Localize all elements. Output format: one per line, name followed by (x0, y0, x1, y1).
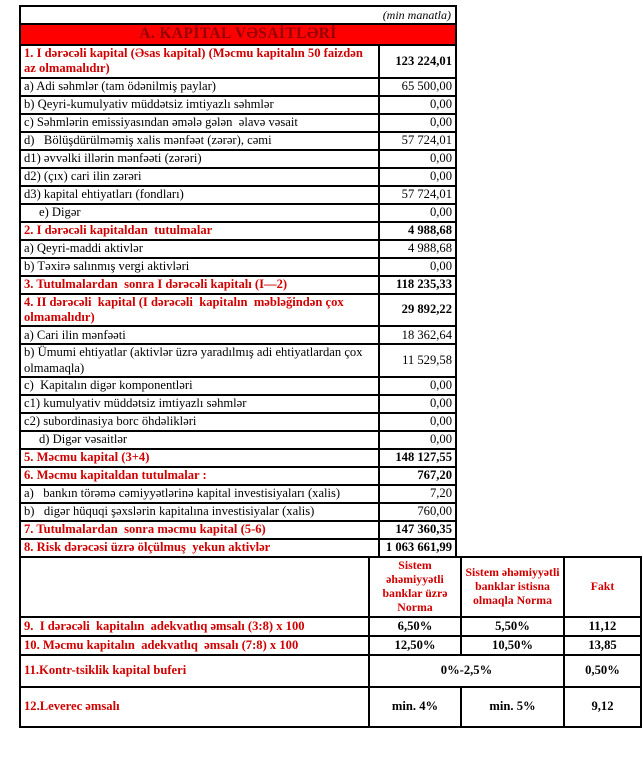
table-row (20, 449, 456, 467)
row-value: 123 224,01 (379, 45, 456, 78)
row-label: a) Cari ilin mənfəəti (20, 326, 379, 344)
row-value: 0,00 (379, 150, 456, 168)
table-row (20, 168, 456, 186)
row-label: b) Ümumi ehtiyatlar (aktivlər üzrə yaradılmış adi ehtiyatlardan çox olmamaqla) (20, 344, 379, 377)
table-row (20, 344, 456, 377)
ratio-table (19, 556, 642, 728)
row-value: 760,00 (379, 503, 456, 521)
row-label: 8. Risk dərəcəsi üzrə ölçülmuş yekun aktivlər (20, 539, 379, 557)
table-row (20, 204, 456, 222)
table-row (20, 413, 456, 431)
unit-note: (min manatla) (20, 6, 456, 24)
row-sys-norm: min. 4% (369, 687, 461, 727)
table-row (20, 150, 456, 168)
capital-table-head (20, 6, 456, 45)
row-label: b) Təxirə salınmış vergi aktivləri (20, 258, 379, 276)
row-value: 4 988,68 (379, 222, 456, 240)
row-label: 10. Məcmu kapitalın adekvatlıq əmsalı (7:8) x 100 (20, 636, 369, 655)
row-nonsys-norm: min. 5% (461, 687, 564, 727)
ratio-header-nonsys-norm: Sistem əhəmiyyətli banklar istisna olmaqla Norma (461, 557, 564, 617)
row-label: 4. II dərəcəli kapital (I dərəcəli kapitalın məbləğindən çox olmamalıdır) (20, 294, 379, 327)
table-row (20, 276, 456, 294)
ratio-header-row (20, 557, 641, 617)
row-value: 57 724,01 (379, 186, 456, 204)
row-norm-range: 0%-2,5% (369, 655, 564, 687)
row-value: 65 500,00 (379, 78, 456, 96)
table-row (20, 114, 456, 132)
table-row (20, 395, 456, 413)
section-banner-title: A. KAPİTAL VƏSAİTLƏRİ (20, 24, 456, 45)
table-row (20, 186, 456, 204)
row-label: 5. Məcmu kapital (3+4) (20, 449, 379, 467)
row-value: 1 063 661,99 (379, 539, 456, 557)
table-row (20, 539, 456, 557)
row-value: 29 892,22 (379, 294, 456, 327)
table-row (20, 377, 456, 395)
row-value: 7,20 (379, 485, 456, 503)
table-row (20, 45, 456, 78)
row-sys-norm: 12,50% (369, 636, 461, 655)
row-label: 9. I dərəcəli kapitalın adekvatlıq əmsalı (3:8) x 100 (20, 617, 369, 636)
row-value: 11 529,58 (379, 344, 456, 377)
row-label: c2) subordinasiya borc öhdəlikləri (20, 413, 379, 431)
row-value: 18 362,64 (379, 326, 456, 344)
row-fact: 13,85 (564, 636, 641, 655)
table-row (20, 240, 456, 258)
row-label: a) Adi səhmlər (tam ödənilmiş paylar) (20, 78, 379, 96)
row-label: a) bankın törəmə cəmiyyətlərinə kapital investisiyaları (xalis) (20, 485, 379, 503)
ratio-header-sys-norm: Sistem əhəmiyyətli banklar üzrə Norma (369, 557, 461, 617)
table-row (20, 636, 641, 655)
table-row (20, 485, 456, 503)
table-row (20, 431, 456, 449)
row-fact: 11,12 (564, 617, 641, 636)
row-nonsys-norm: 5,50% (461, 617, 564, 636)
row-value: 4 988,68 (379, 240, 456, 258)
ratio-header-empty-cell (20, 557, 369, 617)
row-label: b) digər hüquqi şəxslərin kapitalına investisiyalar (xalis) (20, 503, 379, 521)
row-label: 2. I dərəcəli kapitaldan tutulmalar (20, 222, 379, 240)
row-label: c1) kumulyativ müddətsiz imtiyazlı səhmlər (20, 395, 379, 413)
ratio-table-head (20, 557, 641, 617)
row-value: 147 360,35 (379, 521, 456, 539)
row-label: e) Digər (20, 204, 379, 222)
row-label: d) Bölüşdürülməmiş xalis mənfəət (zərər), cəmi (20, 132, 379, 150)
row-value: 0,00 (379, 168, 456, 186)
row-label: d2) (çıx) cari ilin zərəri (20, 168, 379, 186)
report-sheet (19, 5, 642, 728)
row-fact: 0,50% (564, 655, 641, 687)
row-label: a) Qeyri-maddi aktivlər (20, 240, 379, 258)
row-value: 0,00 (379, 431, 456, 449)
row-nonsys-norm: 10,50% (461, 636, 564, 655)
row-label: d1) əvvəlki illərin mənfəəti (zərəri) (20, 150, 379, 168)
row-label: d) Digər vəsaitlər (20, 431, 379, 449)
row-label: c) Səhmlərin emissiyasından əmələ gələn əlavə vəsait (20, 114, 379, 132)
row-value: 118 235,33 (379, 276, 456, 294)
ratio-header-fact: Fakt (564, 557, 641, 617)
row-label: b) Qeyri-kumulyativ müddətsiz imtiyazlı səhmlər (20, 96, 379, 114)
capital-table (19, 5, 457, 558)
row-value: 0,00 (379, 413, 456, 431)
row-value: 0,00 (379, 204, 456, 222)
row-label: c) Kapitalın digər komponentləri (20, 377, 379, 395)
row-label: 11.Kontr-tsiklik kapital buferi (20, 655, 369, 687)
row-label: 1. I dərəcəli kapital (Əsas kapital) (Məcmu kapitalın 50 faizdən az olmamalıdır) (20, 45, 379, 78)
unit-note-row (20, 6, 456, 24)
row-label: 7. Tutulmalardan sonra məcmu kapital (5-6) (20, 521, 379, 539)
row-value: 767,20 (379, 467, 456, 485)
table-row (20, 617, 641, 636)
row-value: 0,00 (379, 377, 456, 395)
row-label: 6. Məcmu kapitaldan tutulmalar : (20, 467, 379, 485)
row-value: 57 724,01 (379, 132, 456, 150)
row-value: 0,00 (379, 96, 456, 114)
row-value: 0,00 (379, 395, 456, 413)
table-row (20, 258, 456, 276)
row-value: 148 127,55 (379, 449, 456, 467)
row-value: 0,00 (379, 258, 456, 276)
table-row (20, 655, 641, 687)
table-row (20, 222, 456, 240)
table-row (20, 132, 456, 150)
table-row (20, 503, 456, 521)
table-row (20, 687, 641, 727)
capital-rows (20, 45, 456, 557)
table-row (20, 326, 456, 344)
ratio-rows (20, 617, 641, 727)
row-label: 12.Leverec əmsalı (20, 687, 369, 727)
row-sys-norm: 6,50% (369, 617, 461, 636)
row-value: 0,00 (379, 114, 456, 132)
row-fact: 9,12 (564, 687, 641, 727)
table-row (20, 78, 456, 96)
row-label: 3. Tutulmalardan sonra I dərəcəli kapitalı (I—2) (20, 276, 379, 294)
table-row (20, 96, 456, 114)
table-row (20, 521, 456, 539)
table-row (20, 294, 456, 327)
section-banner-row (20, 24, 456, 45)
row-label: d3) kapital ehtiyatları (fondları) (20, 186, 379, 204)
table-row (20, 467, 456, 485)
